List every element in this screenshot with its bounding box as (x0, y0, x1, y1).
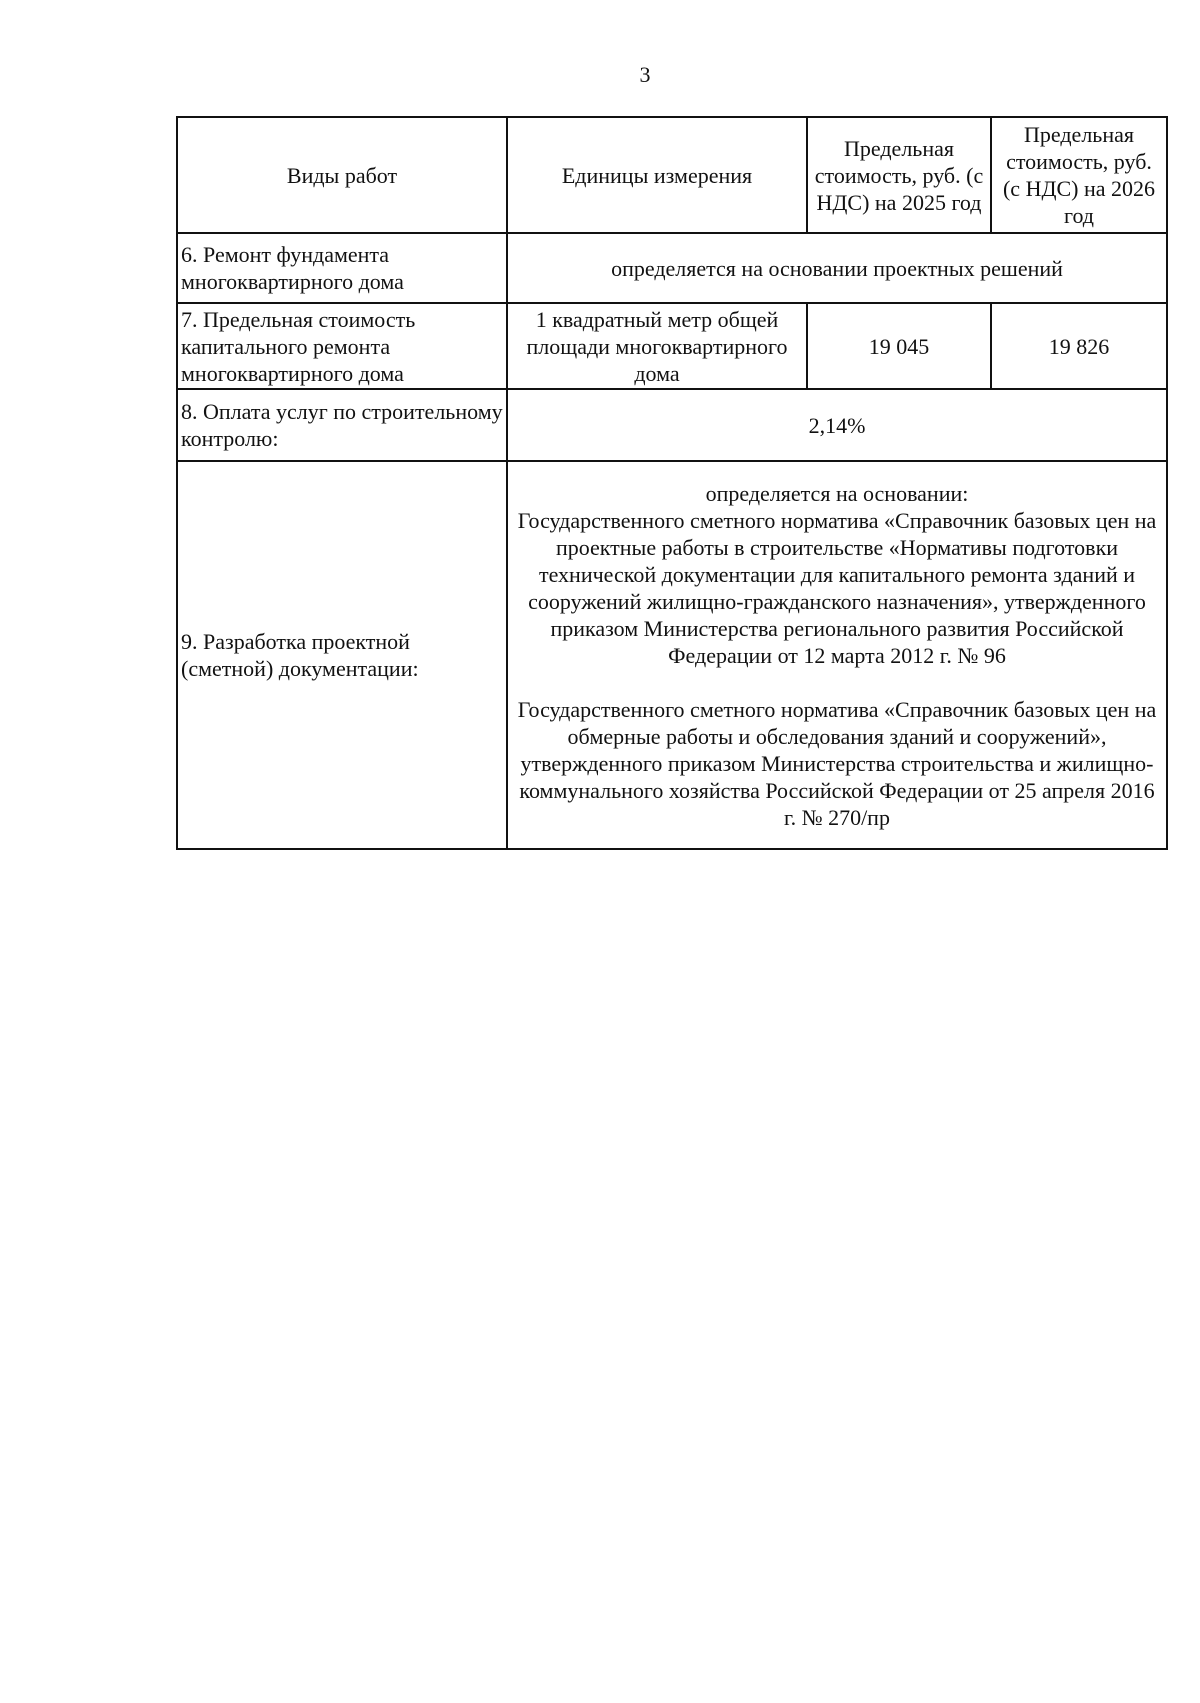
row-9-norm-2: Государственного сметного норматива «Справочник базовых цен на обмерные работы и обследования зданий и сооружений», утвержденного приказом Министерства строительства и жилищно-коммунального хозяйства Российской Федерации от 25 апреля 2016 г. № 270/пр (517, 696, 1157, 830)
header-work-type: Виды работ (177, 117, 507, 233)
row-7-unit: 1 квадратный метр общей площади многоквартирного дома (507, 303, 807, 389)
row-8-work: 8. Оплата услуг по строительному контролю: (177, 389, 507, 461)
row-9-work: 9. Разработка проектной (сметной) документации: (177, 461, 507, 849)
table-row (177, 389, 1167, 461)
works-table (176, 116, 1168, 850)
table-row (177, 233, 1167, 303)
row-7-price-2025: 19 045 (807, 303, 991, 389)
table-row (177, 461, 1167, 849)
header-price-2025: Предельная стоимость, руб. (с НДС) на 2025 год (807, 117, 991, 233)
table-row (177, 303, 1167, 389)
row-9-merged-value (507, 461, 1167, 849)
row-9-intro: определяется на основании: (705, 480, 969, 506)
row-9-norm-1: Государственного сметного норматива «Справочник базовых цен на проектные работы в строительстве «Нормативы подготовки технической документации для капитального ремонта зданий и сооружений жилищно-гражданского назначения», утвержденного приказом Министерства регионального развития Российской Федерации от 12 марта 2012 г. № 96 (517, 507, 1157, 668)
row-7-work: 7. Предельная стоимость капитального ремонта многоквартирного дома (177, 303, 507, 389)
header-price-2026: Предельная стоимость, руб. (с НДС) на 2026 год (991, 117, 1167, 233)
row-8-merged-value: 2,14% (507, 389, 1167, 461)
header-unit: Единицы измерения (507, 117, 807, 233)
row-6-merged-value: определяется на основании проектных решений (507, 233, 1167, 303)
page-number: 3 (639, 62, 651, 87)
row-6-work: 6. Ремонт фундамента многоквартирного дома (177, 233, 507, 303)
row-7-price-2026: 19 826 (991, 303, 1167, 389)
table-header-row (177, 117, 1167, 233)
